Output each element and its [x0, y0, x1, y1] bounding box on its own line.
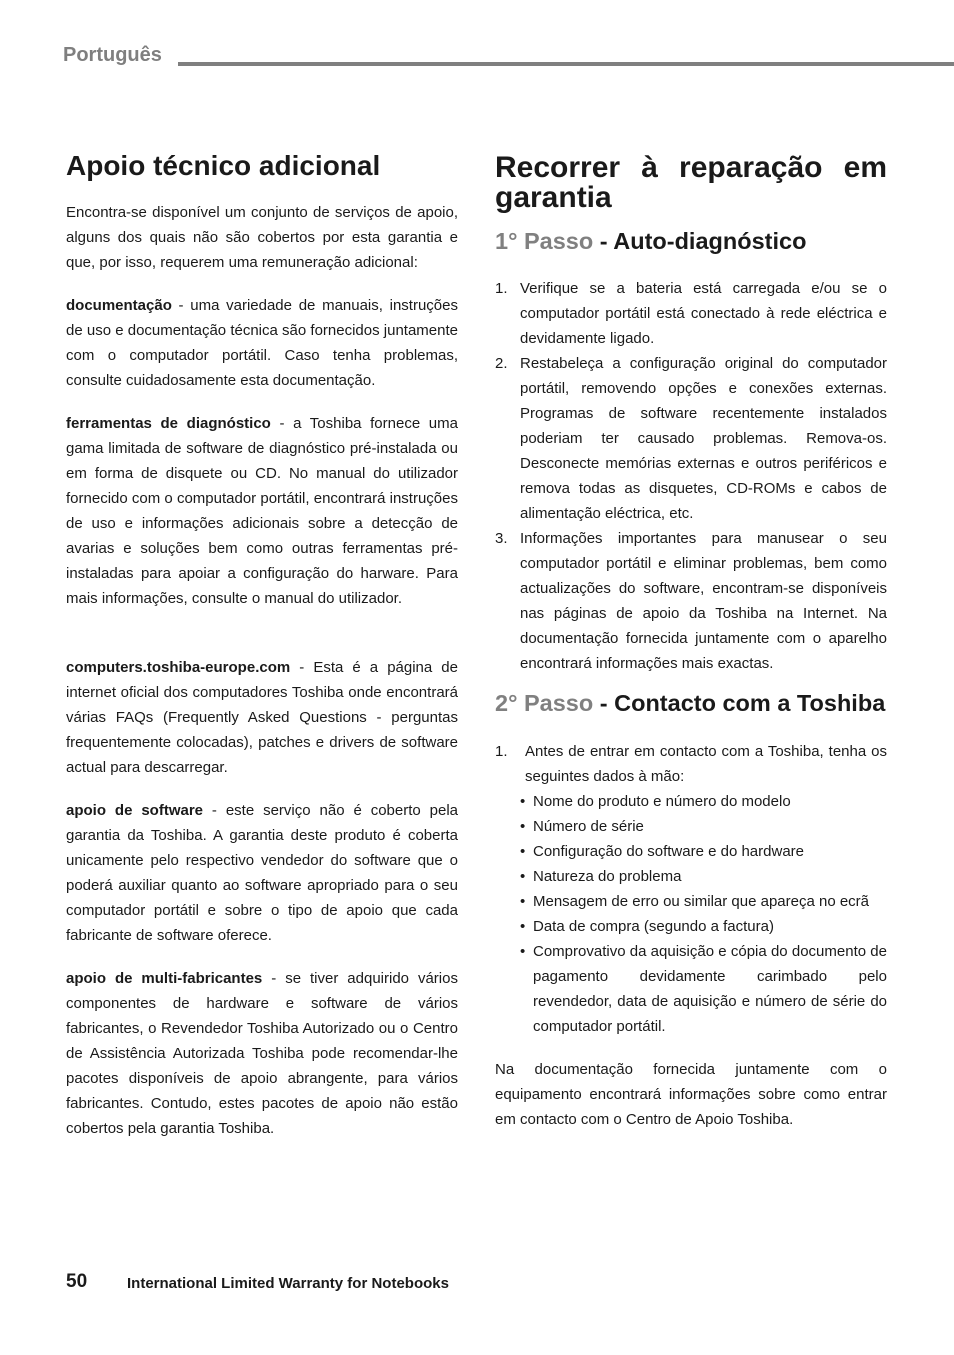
term: documentação	[66, 297, 172, 314]
language-header: Português	[63, 44, 162, 66]
section-website: computers.toshiba-europe.com - Esta é a página de internet oficial dos computadores Toshiba onde encontrará várias FAQs (Frequently Asked Questions - perguntas frequentemente colocadas), patches e drivers de software actual para descarregar.	[66, 659, 458, 776]
list-item: 1. Antes de entrar em contacto com a Toshiba, tenha os seguintes dados à mão:	[495, 743, 887, 785]
term: apoio de multi-fabricantes	[66, 970, 263, 987]
list-item: 1. Verifique se a bateria está carregada e/ou se o computador portátil está conectado à rede eléctrica e devidamente ligado.	[495, 280, 887, 347]
bullet-item: • Mensagem de erro ou similar que apareça no ecrã	[520, 893, 870, 910]
section-diagnostic-tools: ferramentas de diagnóstico - a Toshiba fornece uma gama limitada de software de diagnóstico pré-instalada ou em forma de disquete ou CD. No manual do utilizador fornecido com o computador portátil, encontrará instruções de uso e informações adicionais sobre a detecção de avarias e soluções bem como outras ferramentas pré-instaladas para apoiar a configuração do harware. Para mais informações, consulte o manual do utilizador.	[66, 415, 458, 607]
section-documentation: documentação - uma variedade de manuais, instruções de uso e documentação técnica são fornecidos juntamente com o computador portátil. Caso tenha problemas, consulte cuidadosamente esta documentação.	[66, 297, 458, 389]
term: ferramentas de diagnóstico	[66, 415, 271, 432]
section-multivendor-support: apoio de multi-fabricantes - se tiver adquirido vários componentes de hardware e software de vários fabricantes, o Revendedor Toshiba Autorizado ou o Centro de Assistência Autorizada Toshiba pode recomendar-lhe pacotes disponíveis de apoio abrangente, para vários fabricantes. Contudo, estes pacotes de apoio não estão cobertos pela garantia Toshiba.	[66, 970, 458, 1137]
step1-list	[495, 276, 887, 676]
page-number: 50	[66, 1271, 88, 1292]
left-title: Apoio técnico adicional	[66, 150, 381, 181]
term: apoio de software	[66, 802, 204, 819]
bullet-item: • Número de série	[520, 818, 644, 835]
bullet-item: • Comprovativo da aquisição e cópia do documento de pagamento devidamente carimbado pelo revendedor, data de aquisição e número de série do computador portátil.	[520, 943, 887, 1035]
step2-list	[495, 739, 887, 1039]
term: computers.toshiba-europe.com	[66, 659, 291, 676]
closing-paragraph: Na documentação fornecida juntamente com o equipamento encontrará informações sobre como entrar em contacto com o Centro de Apoio Toshiba.	[495, 1061, 887, 1128]
bullet-item: • Data de compra (segundo a factura)	[520, 918, 774, 935]
list-item: 3. Informações importantes para manusear o seu computador portátil e eliminar problemas, bem como actualizações do software, encontram-se disponíveis nas páginas de apoio da Toshiba na Internet. Na documentação fornecida juntamente com o aparelho encontrará informações mais exactas.	[495, 530, 887, 672]
footer-title: International Limited Warranty for Notebooks	[127, 1275, 449, 1292]
bullet-item: • Natureza do problema	[520, 868, 682, 885]
step2-heading: 2° Passo - Contacto com a Toshiba	[495, 690, 886, 716]
header-rule	[178, 62, 954, 66]
list-item: 2. Restabeleça a configuração original do computador portátil, removendo opções e conexões externas. Programas de software recentemente instalados poderiam ter causado problemas. Remova-os. Desconecte memórias externas e outros periféricos e remova todas as disquetes, CD-ROMs e cabos de alimentação eléctrica, etc.	[495, 355, 887, 522]
step1-heading: 1° Passo - Auto-diagnóstico	[495, 228, 807, 254]
bullet-item: • Nome do produto e número do modelo	[520, 793, 791, 810]
intro-paragraph: Encontra-se disponível um conjunto de serviços de apoio, alguns dos quais não são cobertos por esta garantia e que, por isso, requerem uma remuneração adicional:	[66, 204, 458, 271]
right-title: Recorrer à reparação em garantia	[495, 151, 887, 214]
section-software-support: apoio de software - este serviço não é coberto pela garantia da Toshiba. A garantia deste produto é coberta unicamente pelo respectivo vendedor do software que o poderá auxiliar quanto ao software apropriado para o seu computador portátil e sobre o tipo de apoio que cada fabricante de software oferece.	[66, 802, 458, 944]
bullet-item: • Configuração do software e do hardware	[520, 843, 804, 860]
